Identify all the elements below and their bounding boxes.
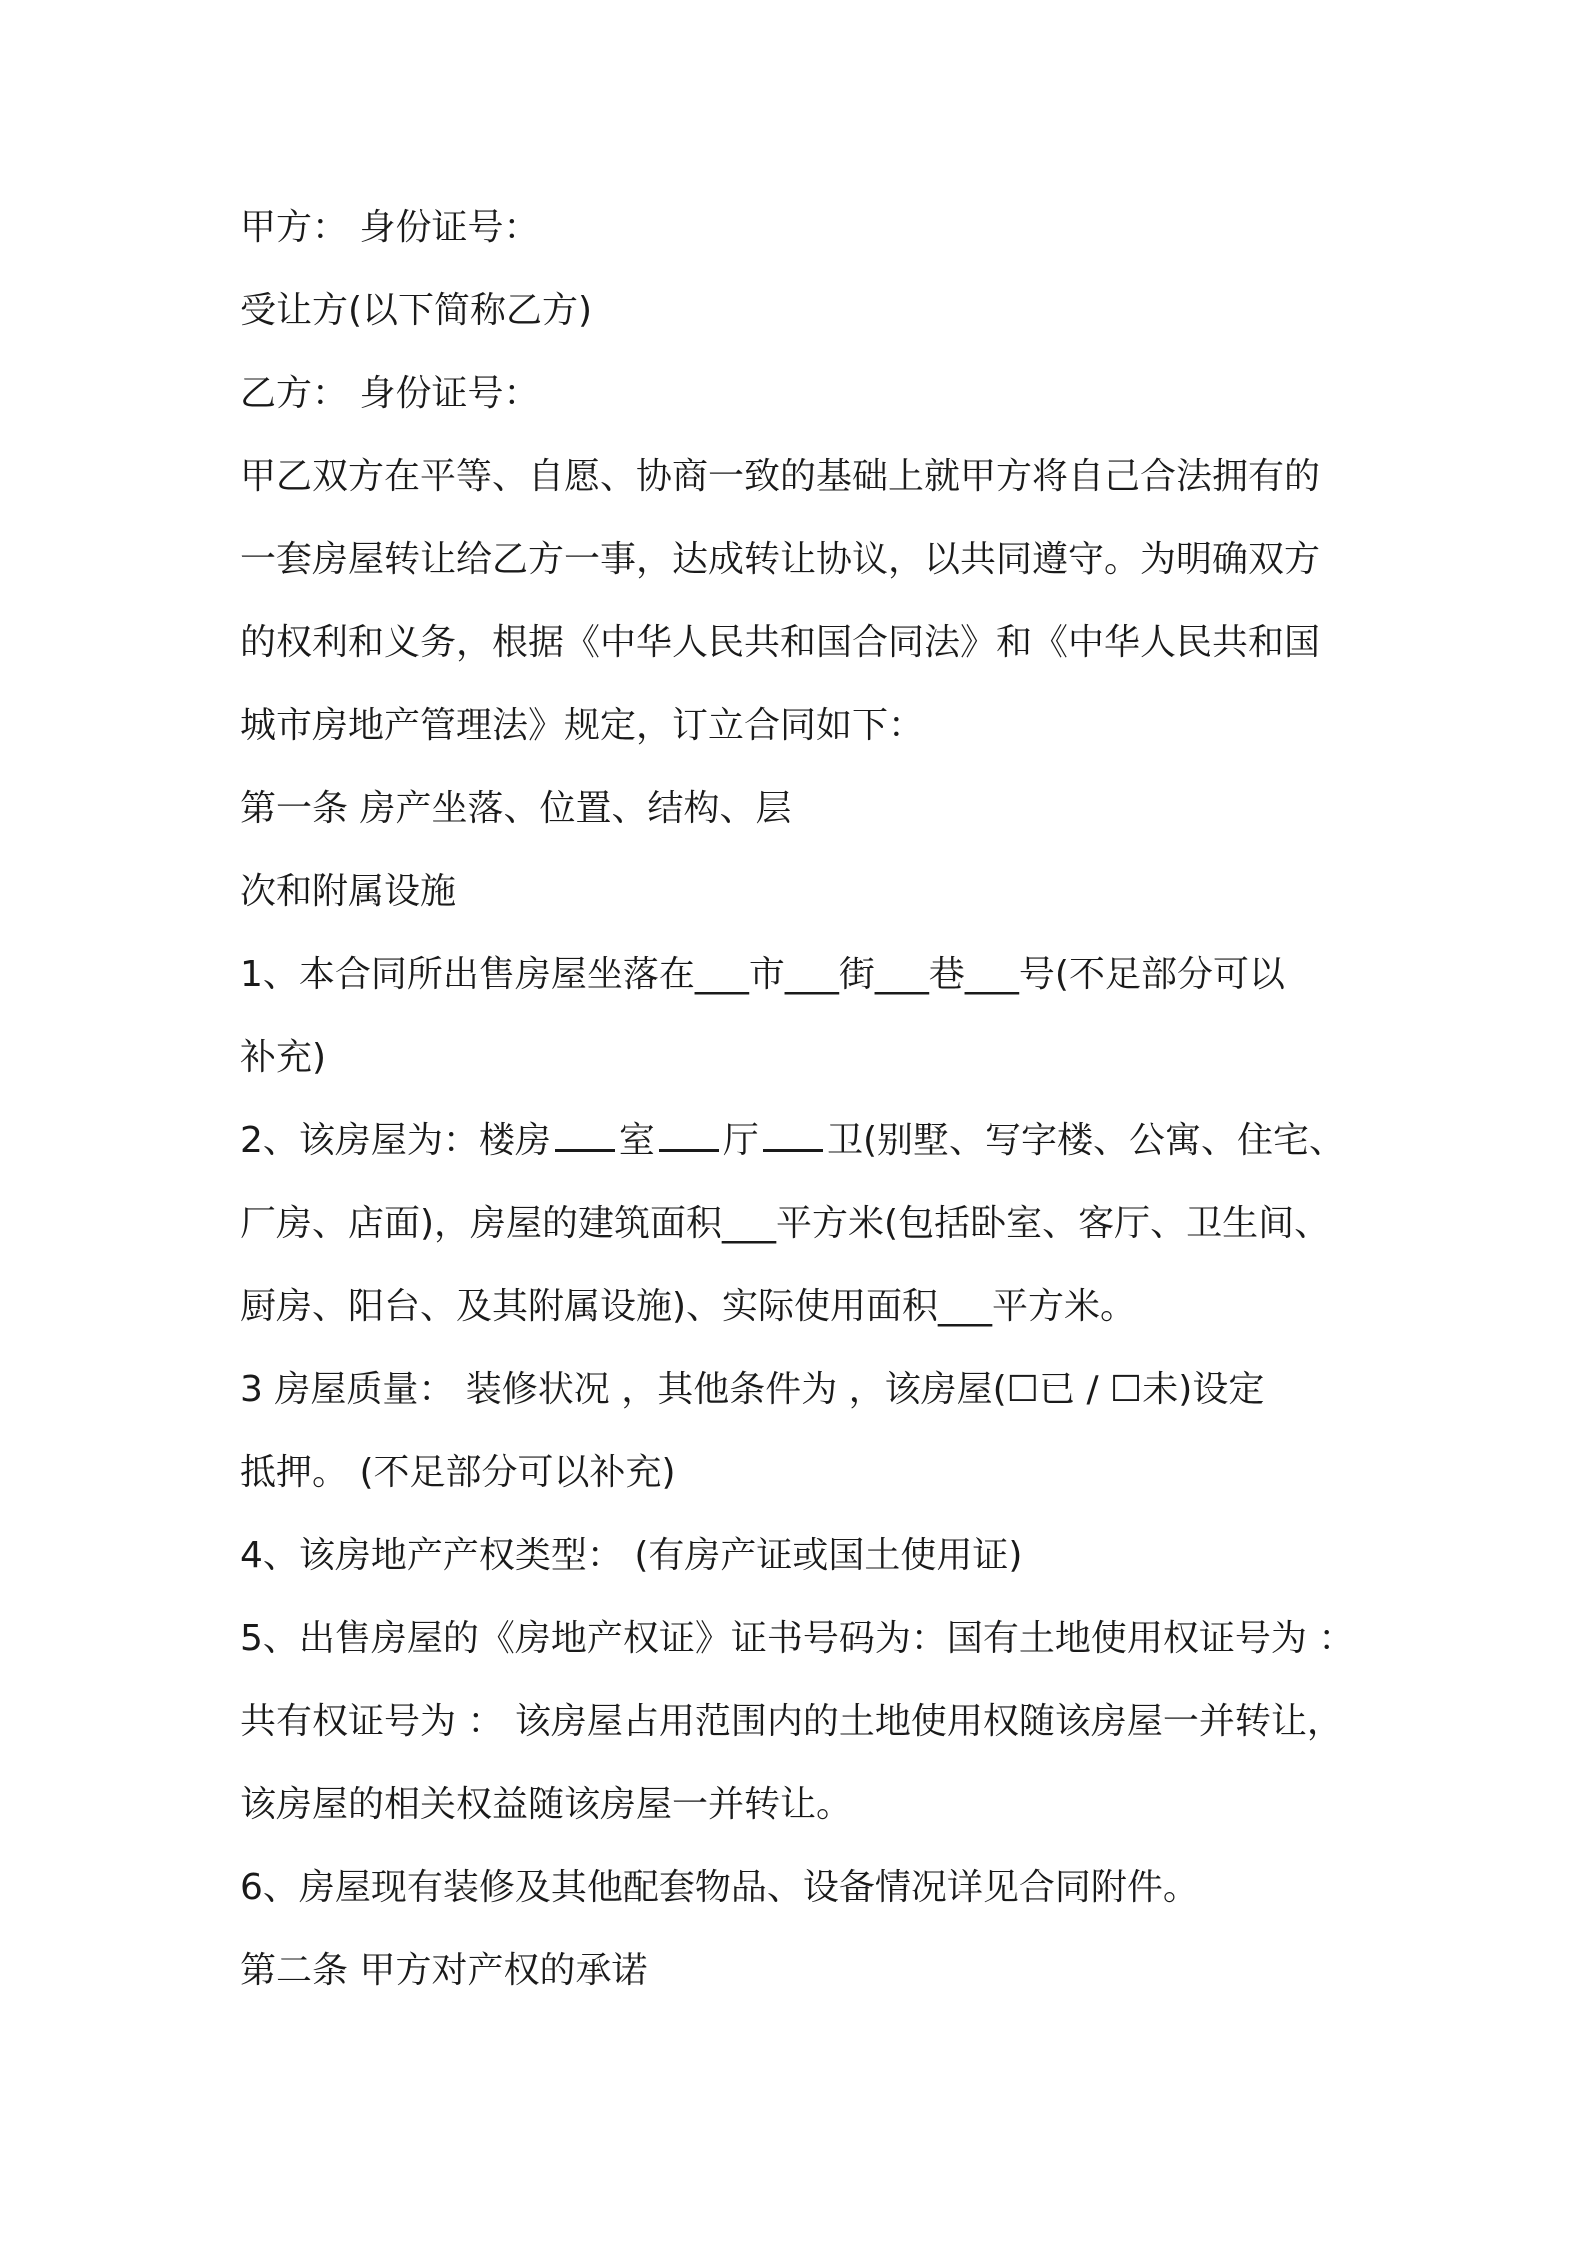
blank-underline	[659, 1119, 719, 1152]
blank-underline	[763, 1119, 823, 1152]
clause-1-line-1: 1、本合同所出售房屋坐落在___市___街___巷___号(不足部分可以	[240, 954, 1285, 995]
clause-4-line: 4、该房地产产权类型： (有房产证或国土使用证)	[240, 1535, 1023, 1576]
party-a-line: 甲方： 身份证号：	[240, 207, 540, 248]
preamble-line-1: 甲乙双方在平等、自愿、协商一致的基础上就甲方将自己合法拥有的	[240, 456, 1321, 497]
clause-2-part-3: 厅	[722, 1120, 759, 1161]
clause-2-line-3: 厨房、阳台、及其附属设施)、实际使用面积___平方米。	[240, 1286, 1137, 1327]
article-1-heading-cont: 次和附属设施	[240, 871, 457, 912]
clause-5-line-2: 共有权证号为 ： 该房屋占用范围内的土地使用权随该房屋一并转让，	[240, 1701, 1343, 1742]
preamble-line-3: 的权利和义务，根据《中华人民共和国合同法》和《中华人民共和国	[240, 622, 1321, 663]
clause-6-line: 6、房屋现有装修及其他配套物品、设备情况详见合同附件。	[240, 1867, 1199, 1908]
article-2-heading: 第二条 甲方对产权的承诺	[240, 1950, 648, 1991]
contract-text-block	[240, 200, 1370, 2026]
party-b-line: 乙方： 身份证号：	[240, 373, 540, 414]
preamble-line-2: 一套房屋转让给乙方一事，达成转让协议，以共同遵守。为明确双方	[240, 539, 1321, 580]
clause-2-part-4: 卫(别墅、写字楼、公寓、住宅、	[826, 1120, 1345, 1161]
clause-1-line-2: 补充)	[240, 1037, 327, 1078]
clause-5-line-1: 5、出售房屋的《房地产权证》证书号码为：国有土地使用权证号为 ：	[240, 1618, 1355, 1659]
blank-underline	[555, 1119, 615, 1152]
clause-3-line-1: 3 房屋质量： 装修状况 ，其他条件为 ，该房屋(☐已 / ☐未)设定	[240, 1369, 1265, 1410]
article-1-heading: 第一条 房产坐落、位置、结构、层	[240, 788, 792, 829]
clause-5-line-3: 该房屋的相关权益随该房屋一并转让。	[240, 1784, 853, 1825]
clause-2-part-1: 2、该房屋为：楼房	[240, 1120, 551, 1161]
transferee-line: 受让方(以下简称乙方)	[240, 290, 593, 331]
clause-2-part-2: 室	[618, 1120, 655, 1161]
clause-2-line-1	[240, 1113, 1370, 1196]
clause-2-line-2: 厂房、店面)，房屋的建筑面积___平方米(包括卧室、客厅、卫生间、	[240, 1203, 1331, 1244]
clause-3-line-2: 抵押。 (不足部分可以补充)	[240, 1452, 676, 1493]
preamble-line-4: 城市房地产管理法》规定，订立合同如下：	[240, 705, 925, 746]
